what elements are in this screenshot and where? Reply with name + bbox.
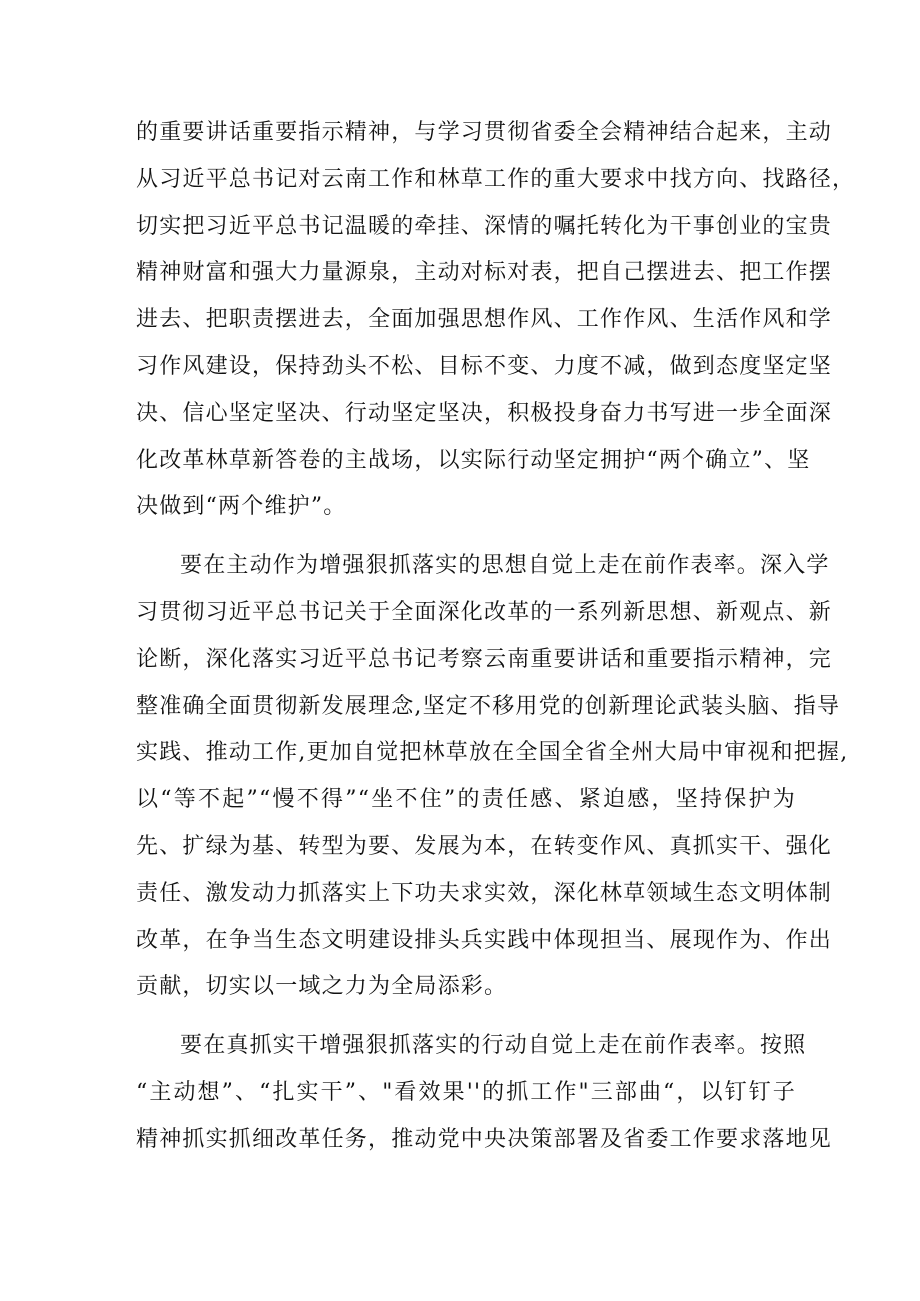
- text-line: 从习近平总书记对云南工作和林草工作的重大要求中找方向、找路径，: [136, 166, 856, 192]
- text-line: 以“等不起”“慢不得”“坐不住”的责任感、紧迫感，坚持保护为: [136, 787, 796, 813]
- text-line: 先、扩绿为基、转型为要、发展为本，在转变作风、真抓实干、强化: [136, 833, 833, 859]
- text-line: 责任、激发动力抓落实上下功夫求实效，深化林草领域生态文明体制: [136, 880, 833, 906]
- text-line: 进去、把职责摆进去，全面加强思想作风、工作作风、生活作风和学: [136, 307, 833, 333]
- paragraph-spacer: [136, 1011, 796, 1023]
- text-line: 整准确全面贯彻新发展理念,坚定不移用党的创新理论武装头脑、指导: [136, 693, 841, 719]
- text-line: “主动想”、“扎实干”、"看效果''的抓工作"三部曲“，以钉钉子: [136, 1079, 796, 1105]
- text-line: 要在主动作为增强狠抓落实的思想自觉上走在前作表率。深入学: [180, 553, 830, 579]
- text-line: 的重要讲话重要指示精神，与学习贯彻省委全会精神结合起来，主动: [136, 120, 833, 145]
- document-body: [136, 110, 856, 1164]
- text-line: 论断，深化落实习近平总书记考察云南重要讲话和重要指示精神，完: [136, 646, 833, 672]
- text-line: 切实把习近平总书记温暖的牵挂、深情的嘱托转化为干事创业的宝贵: [136, 213, 833, 239]
- text-line: 决做到“两个维护”。: [136, 494, 347, 520]
- text-line: 化改革林草新答卷的主战场，以实际行动坚定拥护“两个确立”、坚: [136, 447, 811, 473]
- text-line: 要在真抓实干增强狠抓落实的行动自觉上走在前作表率。按照: [180, 1033, 807, 1059]
- text-line: 改革，在争当生态文明建设排头兵实践中体现担当、展现作为、作出: [136, 927, 833, 953]
- text-line: 决、信心坚定坚决、行动坚定坚决，积极投身奋力书写进一步全面深: [136, 400, 833, 426]
- text-line: 精神抓实抓细改革任务，推动党中央决策部署及省委工作要求落地见: [136, 1126, 833, 1152]
- paragraph-1: [136, 110, 856, 531]
- paragraph-spacer: [136, 531, 796, 543]
- paragraph-2: [136, 543, 849, 1011]
- text-line: 精神财富和强大力量源泉，主动对标对表，把自己摆进去、把工作摆: [136, 260, 833, 286]
- text-line: 习作风建设，保持劲头不松、目标不变、力度不减，做到态度坚定坚: [136, 353, 833, 379]
- text-line: 习贯彻习近平总书记关于全面深化改革的一系列新思想、新观点、新: [136, 599, 833, 625]
- text-line: 实践、推动工作,更加自觉把林草放在全国全省全州大局中审视和把握,: [136, 740, 849, 766]
- paragraph-3: [136, 1023, 833, 1163]
- text-line: 贡献，切实以一域之力为全局添彩。: [136, 974, 508, 1000]
